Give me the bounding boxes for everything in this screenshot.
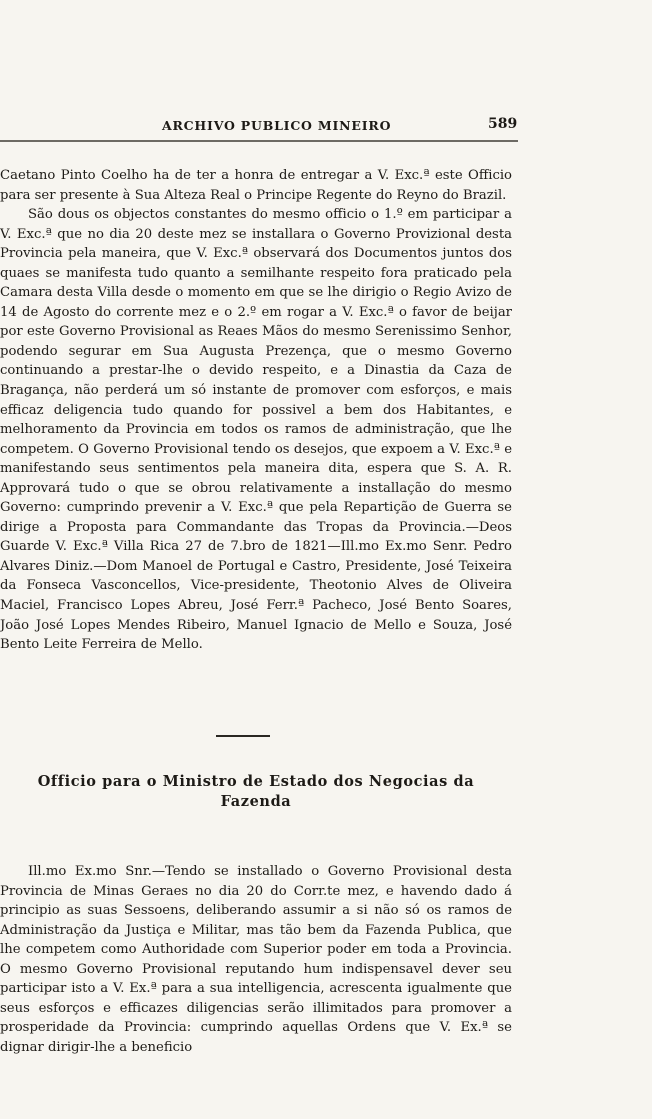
paragraph-fazenda: Ill.mo Ex.mo Snr.—Tendo se installado o Governo Provisional desta Provincia de Minas Geraes no dia 20 do Corr.te mez, e havendo dado á principio as suas Sessoens, deliberando assumir a si não só os ramos de Administração da Justiça e Militar, mas tão bem da Fazenda Publica, que lhe competem como Authoridade com Superior poder em toda a Provincia. O mesmo Governo Provisional reputando hum indispensavel dever seu participar isto a V. Ex.ª para a sua intelligencia, acrescenta igualmente que seus esforços e efficazes diligencias serão illimitados para promover a prosperidade da Provincia: cumprindo aquellas Ordens que V. Ex.ª se dignar dirigir-lhe a beneficio	[0, 864, 512, 1055]
header-rule	[0, 140, 518, 142]
paragraph-objects: São dous os objectos constantes do mesmo officio o 1.º em participar a V. Exc.ª que no dia 20 deste mez se installara o Governo Provizional desta Provincia pela maneira, que V. Exc.ª observará dos Documentos juntos dos quaes se manifesta tudo quanto a semilhante respeito fora praticado pela Camara desta Villa desde o momento em que se lhe dirigio o Regio Avizo de 14 de Agosto do corrente mez e o 2.º em rogar a V. Exc.ª o favor de beijar por este Governo Provisional as Reaes Mãos do mesmo Serenissimo Senhor, podendo segurar em Sua Augusta Prezença, que o mesmo Governo continuando a prestar-lhe o devido respeito, e a Dinastia da Caza de Bragança, não perderá um só instante de promover com esforços, e mais efficaz deligencia tudo quando for possivel a bem dos Habitantes, e melhoramento da Provincia em todos os ramos de administração, que lhe competem. O Governo Provisional tendo os desejos, que expoem a V. Exc.ª e manifestando seus sentimentos pela maneira dita, espera que S. A. R. Approvará tudo o que se obrou relativamente a installação do mesmo Governo: cumprindo prevenir a V. Exc.ª que pela Repartição de Guerra se dirige a Proposta para Commandante das Tropas da Provincia.—Deos Guarde V. Exc.ª Villa Rica 27 de 7.bro de 1821—Ill.mo Ex.mo Senr. Pedro Alvares Diniz.—Dom Manoel de Portugal e Castro, Presidente, José Teixeira da Fonseca Vasconcellos, Vice-presidente, Theotonio Alves de Oliveira Maciel, Francisco Lopes Abreu, José Ferr.ª Pacheco, José Bento Soares, João José Lopes Mendes Ribeiro, Manuel Ignacio de Mello e Souza, José Bento Leite Ferreira de Mello.	[0, 207, 512, 653]
running-header	[0, 118, 520, 138]
section-body	[0, 862, 512, 1057]
paragraph-closing: Caetano Pinto Coelho ha de ter a honra de entregar a V. Exc.ª este Officio para ser presente à Sua Alteza Real o Principe Regente do Reyno do Brazil.	[0, 168, 512, 203]
section-heading: Officio para o Ministro de Estado dos Negocias da Fazenda	[37, 773, 475, 810]
running-title: ARCHIVO PUBLICO MINEIRO	[162, 118, 392, 133]
page-number: 589	[488, 116, 518, 132]
letter-body	[0, 166, 512, 655]
section-separator	[216, 735, 270, 737]
